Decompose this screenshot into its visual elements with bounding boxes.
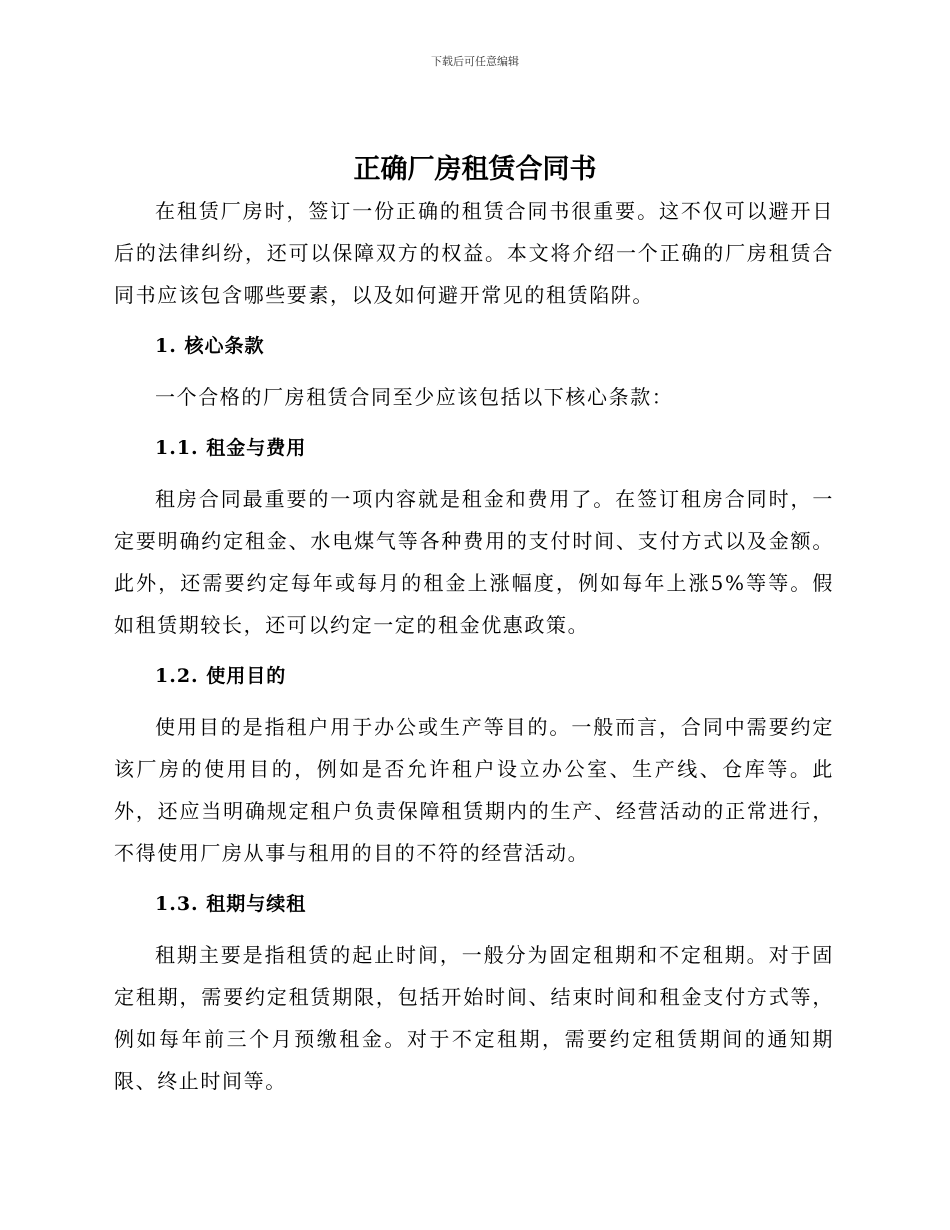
rent-fees-paragraph: 租房合同最重要的一项内容就是租金和费用了。在签订租房合同时，一定要明确约定租金、水电煤气等各种费用的支付时间、支付方式以及金额。此外，还需要约定每年或每月的租金上涨幅度，例如每年上涨5%等等。假如租赁期较长，还可以约定一定的租金优惠政策。 [114, 487, 834, 637]
section-heading-lease-term: 1.3. 租期与续租 [155, 893, 307, 915]
document-title: 正确厂房租赁合同书 [353, 154, 597, 185]
core-terms-paragraph: 一个合格的厂房租赁合同至少应该包括以下核心条款： [155, 385, 674, 409]
section-heading-usage-purpose: 1.2. 使用目的 [155, 665, 287, 687]
section-heading-core-terms: 1. 核心条款 [155, 335, 265, 357]
page-header: 下载后可任意编辑 [431, 55, 519, 68]
usage-purpose-paragraph: 使用目的是指租户用于办公或生产等目的。一般而言，合同中需要约定该厂房的使用目的，例如是否允许租户设立办公室、生产线、仓库等。此外，还应当明确规定租户负责保障租赁期内的生产、经营活动的正常进行，不得使用厂房从事与租用的目的不符的经营活动。 [114, 715, 834, 865]
intro-paragraph: 在租赁厂房时，签订一份正确的租赁合同书很重要。这不仅可以避开日后的法律纠纷，还可以保障双方的权益。本文将介绍一个正确的厂房租赁合同书应该包含哪些要素，以及如何避开常见的租赁陷阱。 [114, 199, 834, 307]
lease-term-paragraph: 租期主要是指租赁的起止时间，一般分为固定租期和不定租期。对于固定租期，需要约定租赁期限，包括开始时间、结束时间和租金支付方式等，例如每年前三个月预缴租金。对于不定租期，需要约定租赁期间的通知期限、终止时间等。 [114, 943, 834, 1093]
document-body [114, 190, 834, 1102]
section-heading-rent-fees: 1.1. 租金与费用 [155, 437, 307, 459]
